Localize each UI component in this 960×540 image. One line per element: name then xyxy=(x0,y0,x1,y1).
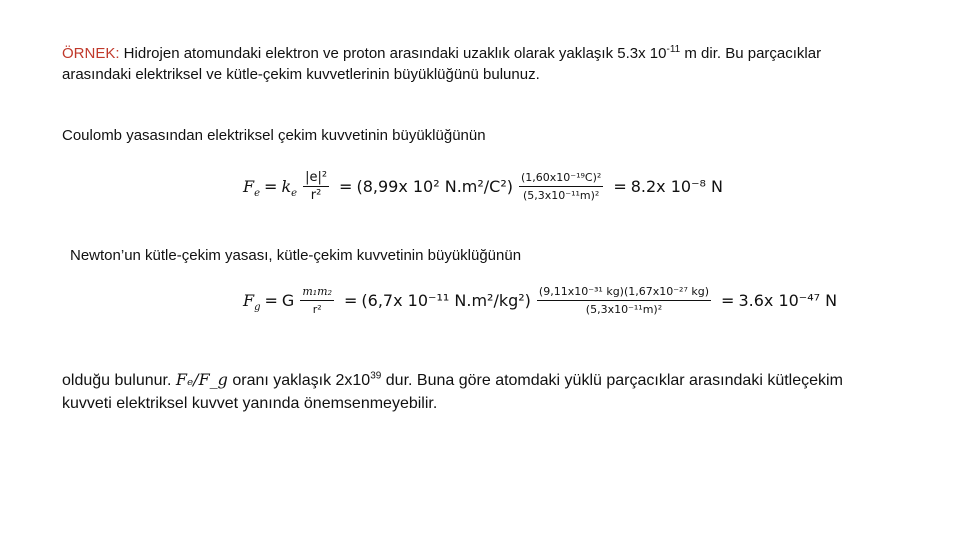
intro-line2: arasındaki elektriksel ve kütle-çekim kuvvetlerinin büyüklüğünü bulunuz. xyxy=(62,66,540,83)
intro-line1-a: Hidrojen atomundaki elektron ve proton arasındaki uzaklık olarak yaklaşık 5.3x 10 xyxy=(119,45,667,62)
coulomb-result: 8.2x 10⁻⁸ N xyxy=(630,177,724,196)
newton-frac2-num: (9,11x10⁻³¹ kg)(1,67x10⁻²⁷ kg) xyxy=(537,284,711,301)
coulomb-equals-1: = xyxy=(264,177,278,196)
conclusion-c: dur. Buna göre atomdaki yüklü parçacıklar arasındaki kütleçekim xyxy=(381,372,843,389)
newton-constant-g: G xyxy=(281,291,295,310)
coulomb-heading: Coulomb yasasından elektriksel çekim kuvvetinin büyüklüğünün xyxy=(62,127,486,144)
coulomb-frac2-num: (1,60x10⁻¹⁹C)² xyxy=(519,170,603,187)
conclusion-ratio: Fₑ/F_g xyxy=(175,370,228,389)
conclusion-line2: kuvveti elektriksel kuvvet yanında önemsenmeyebilir. xyxy=(62,395,438,412)
newton-heading: Newton’un kütle-çekim yasası, kütle-çekim kuvvetinin büyüklüğünün xyxy=(70,247,522,264)
intro-exponent: -11 xyxy=(666,44,681,55)
coulomb-fraction-symbolic xyxy=(303,170,329,203)
newton-equals-2: = xyxy=(344,291,358,310)
newton-lhs: $F_g$ xyxy=(243,291,261,314)
conclusion-b: oranı yaklaşık 2x10 xyxy=(227,372,371,389)
coulomb-equals-3: = xyxy=(613,177,627,196)
coulomb-constant-value: (8,99x 10² N.m²/C²) xyxy=(356,177,514,196)
coulomb-frac2-den: (5,3x10⁻¹¹m)² xyxy=(523,189,600,202)
coulomb-frac-den: r² xyxy=(310,188,322,203)
conclusion-a: olduğu bulunur. xyxy=(62,372,176,389)
newton-equals-3: = xyxy=(721,291,735,310)
intro-line1-b: m dir. Bu parçacıklar xyxy=(680,45,822,62)
newton-frac-num: m₁m₂ xyxy=(300,284,334,301)
newton-equation xyxy=(243,284,837,317)
coulomb-lhs: $F_e$ xyxy=(243,177,261,200)
newton-fraction-symbolic xyxy=(300,284,334,317)
coulomb-equation xyxy=(243,170,723,203)
coulomb-fraction-numeric xyxy=(519,170,603,203)
conclusion-paragraph xyxy=(62,368,942,415)
newton-constant-value: (6,7x 10⁻¹¹ N.m²/kg²) xyxy=(361,291,531,310)
intro-paragraph xyxy=(62,43,942,85)
conclusion-exponent: 39 xyxy=(370,370,382,382)
newton-equals-1: = xyxy=(264,291,278,310)
newton-fraction-numeric xyxy=(537,284,711,317)
coulomb-constant-k: $k_e$ xyxy=(281,177,298,200)
newton-frac2-den: (5,3x10⁻¹¹m)² xyxy=(585,303,663,316)
coulomb-frac-num: |e|² xyxy=(305,170,328,185)
newton-result: 3.6x 10⁻⁴⁷ N xyxy=(738,291,838,310)
example-label: ÖRNEK: xyxy=(62,45,120,62)
newton-frac-den: r² xyxy=(312,303,322,316)
coulomb-equals-2: = xyxy=(339,177,353,196)
